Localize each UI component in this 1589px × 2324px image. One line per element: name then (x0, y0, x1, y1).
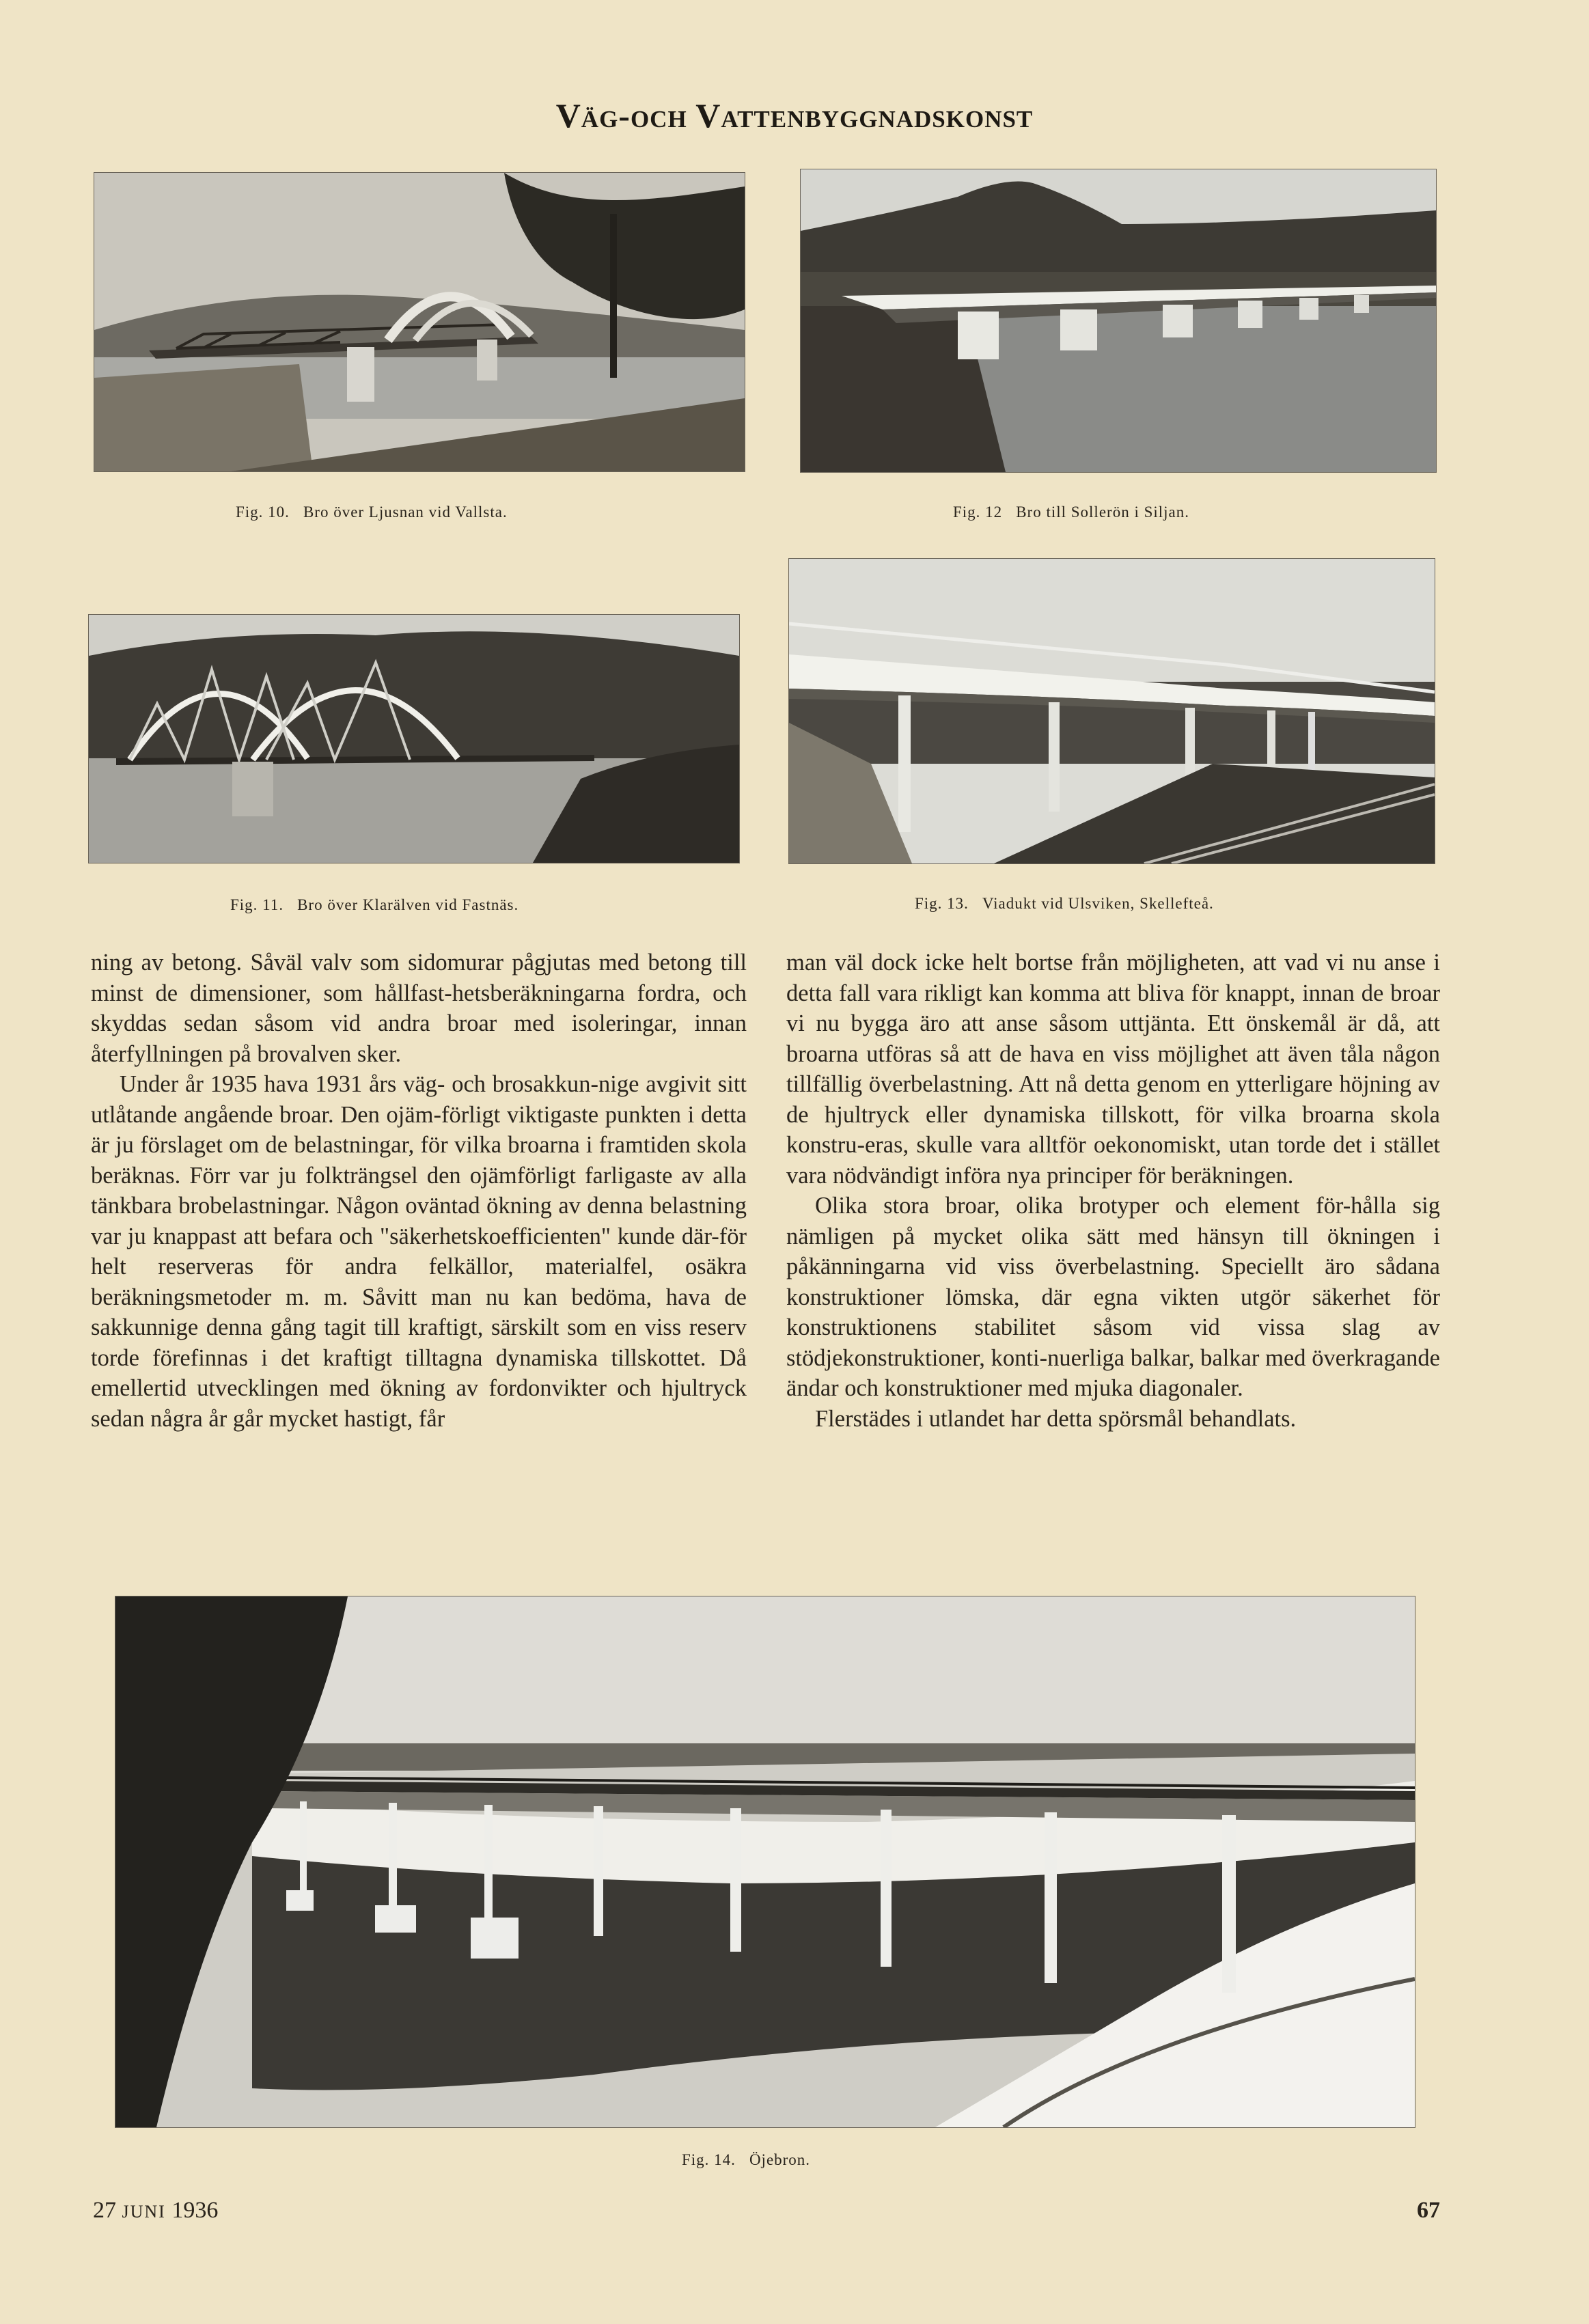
body-column-right (786, 947, 1440, 1434)
caption-fig14 (682, 2151, 810, 2169)
footer-date-year: 1936 (171, 2198, 219, 2223)
photo-fig13-ulsviken-viaduct (789, 559, 1435, 863)
caption-fig12 (953, 503, 1189, 521)
footer-date-day: 27 (93, 2198, 116, 2223)
journal-header: Väg-och Vattenbyggnadskonst (555, 96, 1034, 135)
caption-fig11 (230, 896, 519, 914)
fig12-text: Bro till Sollerön i Siljan. (1016, 503, 1189, 521)
photo-fig11-klaralven-bridge (89, 615, 739, 863)
fig10-number: Fig. 10. (236, 503, 290, 521)
caption-fig10 (236, 503, 508, 521)
body-column-left (91, 947, 747, 1434)
caption-fig13 (915, 895, 1214, 913)
paragraph: Under år 1935 hava 1931 års väg- och brosakkun-nige avgivit sitt utlåtande angående broar. Den ojäm-förligt viktigaste punkten i detta är ju förslaget om de belastningar, för vilka broarna i framtiden skola beräknas. Förr var ju folkträngsel den ojämförligt farligaste av alla tänkbara brobelastningar. Någon oväntad ökning av denna belastning var ju knappast att befara och "säkerhetskoefficienten" kunde där-för helt reserveras för andra felkällor, materialfel, osäkra beräkningsmetoder m. m. Såvitt man nu kan bedöma, hava de sakkunnige denna gång tagit till kraftigt, särskilt som en viss reserv torde förefinnas i det kraftigt tilltagna dynamiska tillskottet. Då emellertid utvecklingen med ökning av fordonvikter och hjultryck sedan några år går mycket hastigt, får (91, 1071, 747, 1432)
paragraph: Olika stora broar, olika brotyper och element för-hålla sig nämligen på mycket olika sätt med hänsyn till ökningen i påkänningarna vid viss överbelastning. Speciellt äro sådana konstruktioner lömska, där egna vikten utgör säkerhet för konstruktionens stabilitet såsom vid vissa slag av stödjekonstruktioner, konti-nuerliga balkar, balkar med överkragande ändar och konstruktioner med mjuka diagonaler. (786, 1193, 1440, 1401)
page-number: 67 (1417, 2198, 1440, 2223)
fig13-text: Viadukt vid Ulsviken, Skellefteå. (982, 895, 1214, 912)
paragraph: Flerstädes i utlandet har detta spörsmål behandlats. (815, 1405, 1297, 1432)
fig10-text: Bro över Ljusnan vid Vallsta. (303, 503, 508, 521)
photo-fig10-ljusnan-bridge (94, 173, 745, 471)
photo-fig12-solleron-bridge (801, 169, 1436, 472)
fig11-text: Bro över Klarälven vid Fastnäs. (297, 896, 519, 913)
footer-date (93, 2198, 218, 2224)
fig14-number: Fig. 14. (682, 2151, 736, 2168)
paragraph: man väl dock icke helt bortse från möjligheten, att vad vi nu anse i detta fall vara rikligt kan komma att bliva för knappt, innan de broar vi nu bygga äro att anse såsom uttjänta. Ett önskemål är då, att broarna utföras så att de hava en viss möjlighet att även tåla någon tillfällig överbelastning. Att nå detta genom en ytterligare höjning av de hjultryck eller dynamiska tillskott, för vilka broarna skola konstru-eras, skulle vara alltför oekonomiskt, utan torde det i stället vara nödvändigt införa nya principer för beräkningen. (786, 950, 1440, 1189)
fig12-number: Fig. 12 (953, 503, 1003, 521)
photo-fig14-ojebron (115, 1596, 1415, 2127)
fig11-number: Fig. 11. (230, 896, 284, 913)
fig14-text: Öjebron. (749, 2151, 811, 2168)
paragraph: ning av betong. Såväl valv som sidomurar pågjutas med betong till minst de dimensioner, som hållfast-hetsberäkningarna fordra, och skyddas sedan såsom vid andra broar med isoleringar, innan återfyllningen på brovalven sker. (91, 950, 747, 1067)
fig13-number: Fig. 13. (915, 895, 969, 912)
footer-date-month: JUNI (122, 2202, 166, 2222)
